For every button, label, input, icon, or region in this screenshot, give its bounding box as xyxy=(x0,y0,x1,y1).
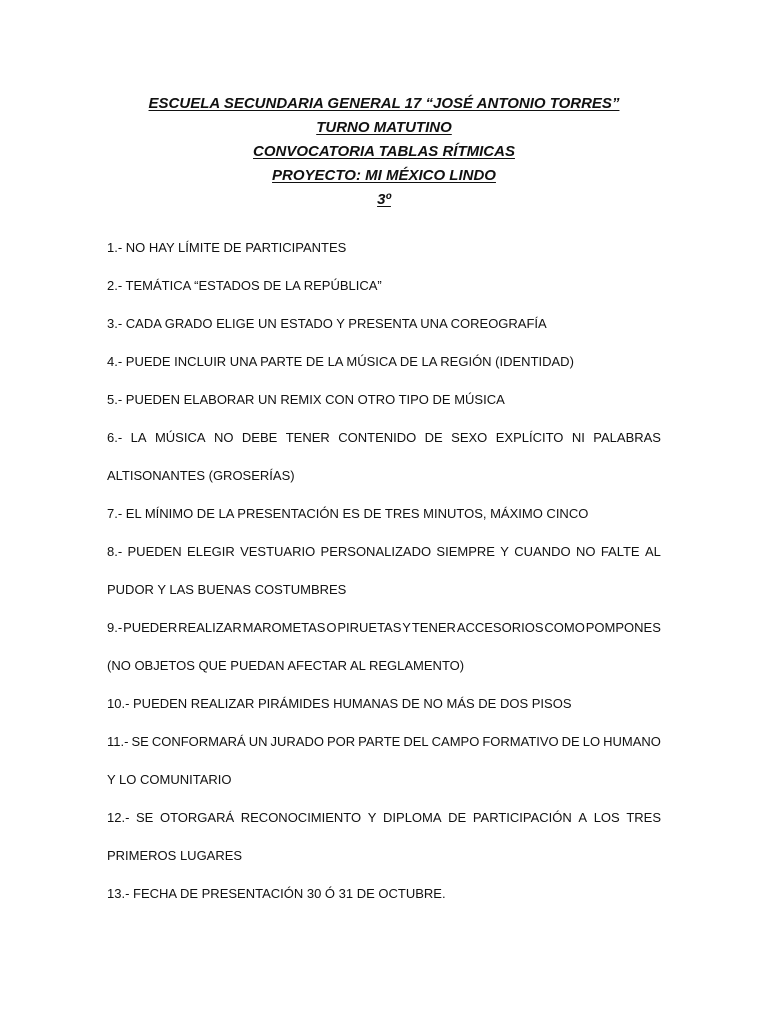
rule-text: 5.- PUEDEN ELABORAR UN REMIX CON OTRO TIPO DE MÚSICA xyxy=(107,392,505,407)
rule-word: NO xyxy=(575,544,596,559)
rule-item-8 xyxy=(107,533,661,609)
rule-word: DEBE xyxy=(241,430,278,445)
rule-text: 2.- TEMÁTICA “ESTADOS DE LA REPÚBLICA” xyxy=(107,278,382,293)
rule-word: MÚSICA xyxy=(154,430,206,445)
rule-word: UN xyxy=(248,734,268,749)
rule-word: SE xyxy=(131,734,149,749)
rule-word: PUEDER xyxy=(123,620,178,635)
rules-list xyxy=(107,229,661,913)
rule-text: 10.- PUEDEN REALIZAR PIRÁMIDES HUMANAS DE NO MÁS DE DOS PISOS xyxy=(107,696,572,711)
rule-item-1 xyxy=(107,229,661,267)
rule-word: SIEMPRE xyxy=(436,544,495,559)
rule-item-13 xyxy=(107,875,661,913)
rule-word: LA xyxy=(130,430,147,445)
rule-word: Y xyxy=(500,544,509,559)
rule-word: REALIZAR xyxy=(178,620,242,635)
rule-word: CAMPO xyxy=(431,734,480,749)
rule-word: PUEDEN xyxy=(127,544,182,559)
rule-word: DE xyxy=(424,430,443,445)
rule-word: LO xyxy=(582,734,601,749)
rule-word: ACCESORIOS xyxy=(456,620,544,635)
rule-text-continued: (NO OBJETOS QUE PUEDAN AFECTAR AL REGLAMENTO) xyxy=(107,658,465,673)
rule-text: 1.- NO HAY LÍMITE DE PARTICIPANTES xyxy=(107,240,347,255)
rule-text-continued: ALTISONANTES (GROSERÍAS) xyxy=(107,468,295,483)
document-header xyxy=(0,92,768,212)
rule-word: EXPLÍCITO xyxy=(495,430,564,445)
rule-word: TRES xyxy=(626,810,661,825)
school-name: ESCUELA SECUNDARIA GENERAL 17 “JOSÉ ANTONIO TORRES” xyxy=(148,95,620,112)
rule-word: CONTENIDO xyxy=(338,430,417,445)
rule-item-9 xyxy=(107,609,661,685)
call-title: CONVOCATORIA TABLAS RÍTMICAS xyxy=(253,143,515,160)
rule-word: FORMATIVO xyxy=(482,734,559,749)
rule-word: 9.- xyxy=(107,620,123,635)
rule-word: LOS xyxy=(593,810,620,825)
rule-word: SEXO xyxy=(451,430,488,445)
rule-text-continued: PRIMEROS LUGARES xyxy=(107,848,243,863)
project-title: PROYECTO: MI MÉXICO LINDO xyxy=(272,167,496,184)
rule-justified-line xyxy=(107,609,661,647)
rule-justified-line xyxy=(107,419,661,457)
rule-item-2 xyxy=(107,267,661,305)
rule-word: PALABRAS xyxy=(593,430,661,445)
rule-word: FALTE xyxy=(600,544,640,559)
rule-word: RECONOCIMIENTO xyxy=(240,810,362,825)
rule-item-6 xyxy=(107,419,661,495)
rule-text-continued: Y LO COMUNITARIO xyxy=(107,772,232,787)
rule-word: JURADO xyxy=(270,734,324,749)
rule-text: 3.- CADA GRADO ELIGE UN ESTADO Y PRESENTA UNA COREOGRAFÍA xyxy=(107,316,547,331)
rule-item-11 xyxy=(107,723,661,799)
rule-word: 12.- xyxy=(107,810,130,825)
rule-word: MAROMETAS xyxy=(242,620,326,635)
rule-word: OTORGARÁ xyxy=(159,810,235,825)
rule-word: 8.- xyxy=(107,544,123,559)
rule-word: 6.- xyxy=(107,430,123,445)
rule-word: PARTE xyxy=(358,734,401,749)
rule-word: HUMANO xyxy=(603,734,661,749)
rule-word: CUANDO xyxy=(514,544,571,559)
rule-word: COMO xyxy=(544,620,585,635)
rule-word: ELEGIR xyxy=(187,544,235,559)
rule-word: A xyxy=(578,810,588,825)
rule-word: DE xyxy=(448,810,467,825)
rule-word: TENER xyxy=(411,620,456,635)
rule-word: AL xyxy=(644,544,661,559)
rule-item-10 xyxy=(107,685,661,723)
rule-justified-line xyxy=(107,533,661,571)
rule-word: DE xyxy=(561,734,580,749)
rule-word: Y xyxy=(402,620,411,635)
rule-word: PARTICIPACIÓN xyxy=(472,810,572,825)
rule-word: SE xyxy=(136,810,154,825)
rule-word: NO xyxy=(213,430,234,445)
rule-word: 11.- xyxy=(107,734,129,749)
grade-label: 3º xyxy=(377,191,391,208)
rule-text: 7.- EL MÍNIMO DE LA PRESENTACIÓN ES DE TRES MINUTOS, MÁXIMO CINCO xyxy=(107,506,589,521)
rule-text: 13.- FECHA DE PRESENTACIÓN 30 Ó 31 DE OCTUBRE. xyxy=(107,886,446,901)
rule-justified-line xyxy=(107,799,661,837)
rule-word: VESTUARIO xyxy=(240,544,316,559)
rule-word: PIRUETAS xyxy=(337,620,402,635)
rule-word: DEL xyxy=(403,734,429,749)
rule-item-3 xyxy=(107,305,661,343)
rule-item-7 xyxy=(107,495,661,533)
rule-item-12 xyxy=(107,799,661,875)
rule-text-continued: PUDOR Y LAS BUENAS COSTUMBRES xyxy=(107,582,347,597)
rule-word: PERSONALIZADO xyxy=(320,544,432,559)
rule-word: O xyxy=(326,620,337,635)
rule-text: 4.- PUEDE INCLUIR UNA PARTE DE LA MÚSICA DE LA REGIÓN (IDENTIDAD) xyxy=(107,354,574,369)
rule-word: Y xyxy=(367,810,377,825)
rule-word: POMPONES xyxy=(585,620,661,635)
rule-word: POR xyxy=(326,734,356,749)
rule-item-5 xyxy=(107,381,661,419)
rule-word: CONFORMARÁ xyxy=(151,734,246,749)
rule-word: NI xyxy=(571,430,585,445)
rule-item-4 xyxy=(107,343,661,381)
rule-word: DIPLOMA xyxy=(383,810,442,825)
shift-title: TURNO MATUTINO xyxy=(316,119,452,136)
rule-word: TENER xyxy=(285,430,330,445)
rule-justified-line xyxy=(107,723,661,761)
